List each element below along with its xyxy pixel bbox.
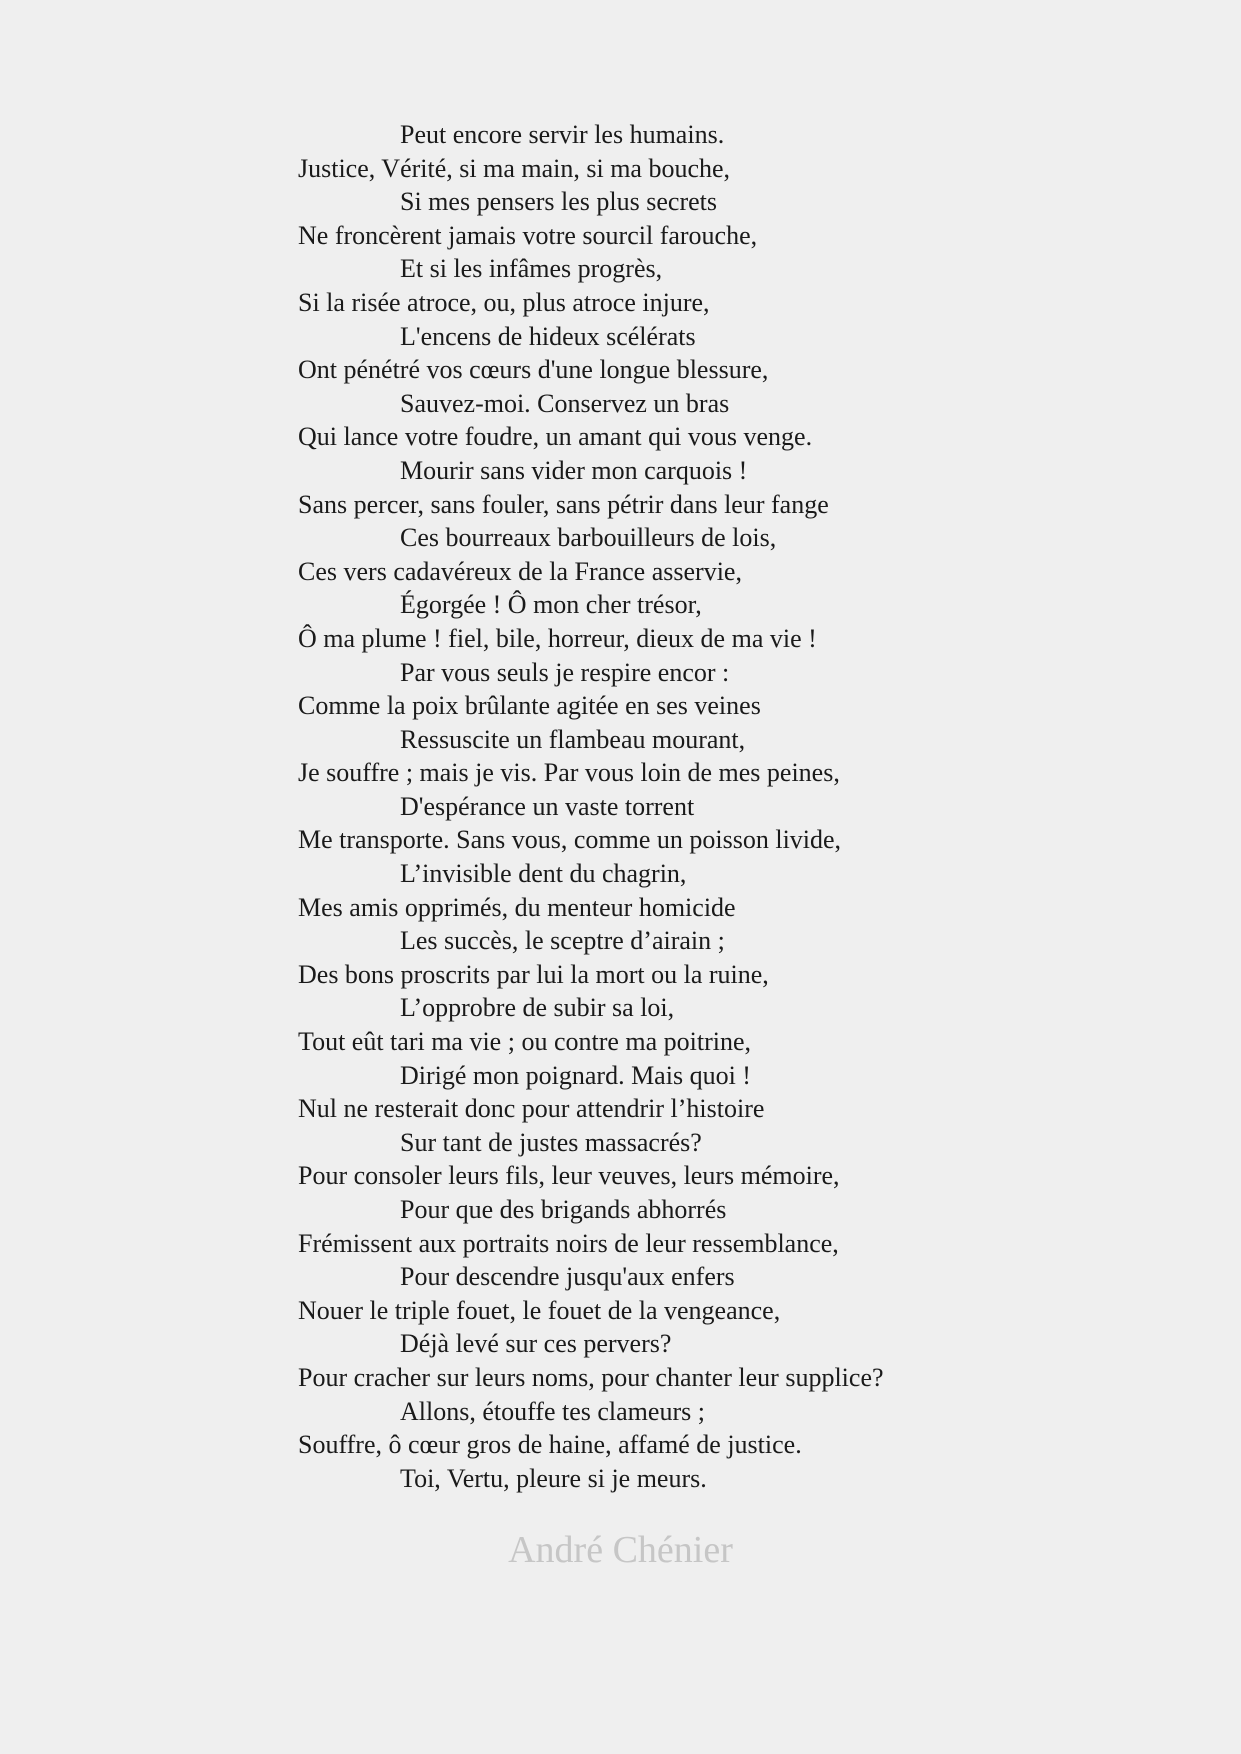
poem-line: Justice, Vérité, si ma main, si ma bouche, bbox=[298, 153, 731, 183]
poem-line: Me transporte. Sans vous, comme un poisson livide, bbox=[298, 825, 842, 855]
poem-line: Mourir sans vider mon carquois ! bbox=[400, 455, 748, 485]
poem-line: Nul ne resterait donc pour attendrir l’histoire bbox=[298, 1094, 765, 1124]
poem-line: Pour descendre jusqu'aux enfers bbox=[400, 1262, 735, 1292]
poem-line: Ont pénétré vos cœurs d'une longue blessure, bbox=[298, 355, 769, 385]
poem-line: Déjà levé sur ces pervers? bbox=[400, 1329, 672, 1359]
poem-line: Ne froncèrent jamais votre sourcil farouche, bbox=[298, 220, 758, 250]
poem-line: Peut encore servir les humains. bbox=[400, 120, 725, 149]
poem-line: Je souffre ; mais je vis. Par vous loin de mes peines, bbox=[298, 758, 840, 788]
poem-line: Ces vers cadavéreux de la France asservie, bbox=[298, 556, 742, 586]
poem-line: Sur tant de justes massacrés? bbox=[400, 1127, 702, 1157]
poem-line: L’opprobre de subir sa loi, bbox=[400, 993, 675, 1023]
poem-line: Pour que des brigands abhorrés bbox=[400, 1195, 727, 1224]
poem-line: Sans percer, sans fouler, sans pétrir dans leur fange bbox=[298, 489, 829, 519]
poem-line: Si mes pensers les plus secrets bbox=[400, 187, 718, 217]
poem-line: Comme la poix brûlante agitée en ses veines bbox=[298, 691, 761, 721]
poem-line: Par vous seuls je respire encor : bbox=[400, 657, 730, 687]
poem-line: Nouer le triple fouet, le fouet de la vengeance, bbox=[298, 1295, 781, 1325]
poem-line: Ressuscite un flambeau mourant, bbox=[400, 724, 746, 754]
poem-text bbox=[298, 118, 1198, 1495]
poem-line: Allons, étouffe tes clameurs ; bbox=[400, 1396, 705, 1426]
poem-line: L'encens de hideux scélérats bbox=[400, 321, 696, 351]
poem-line: Toi, Vertu, pleure si je meurs. bbox=[400, 1463, 707, 1493]
poem-line: Si la risée atroce, ou, plus atroce injure, bbox=[298, 287, 710, 317]
poem-line: Frémissent aux portraits noirs de leur ressemblance, bbox=[298, 1228, 839, 1258]
poem-line: Et si les infâmes progrès, bbox=[400, 254, 663, 284]
poem-line: L’invisible dent du chagrin, bbox=[400, 859, 687, 889]
author-signature: André Chénier bbox=[508, 1529, 733, 1571]
poem-line: Pour cracher sur leurs noms, pour chanter leur supplice? bbox=[298, 1362, 884, 1392]
poem-line: Mes amis opprimés, du menteur homicide bbox=[298, 892, 736, 922]
poem-line: Des bons proscrits par lui la mort ou la ruine, bbox=[298, 959, 769, 989]
poem-line: Tout eût tari ma vie ; ou contre ma poitrine, bbox=[298, 1027, 752, 1057]
poem-line: D'espérance un vaste torrent bbox=[400, 791, 695, 821]
poem-line: Pour consoler leurs fils, leur veuves, leurs mémoire, bbox=[298, 1161, 840, 1191]
poem-line: Les succès, le sceptre d’airain ; bbox=[400, 926, 725, 956]
poem-line: Qui lance votre foudre, un amant qui vous venge. bbox=[298, 422, 813, 452]
poem-line: Égorgée ! Ô mon cher trésor, bbox=[400, 590, 702, 620]
poem-line: Sauvez-moi. Conservez un bras bbox=[400, 388, 730, 418]
poem-line: Ces bourreaux barbouilleurs de lois, bbox=[400, 523, 777, 553]
poem-line: Dirigé mon poignard. Mais quoi ! bbox=[400, 1060, 751, 1090]
poem-line: Souffre, ô cœur gros de haine, affamé de justice. bbox=[298, 1430, 802, 1460]
poem-line: Ô ma plume ! fiel, bile, horreur, dieux de ma vie ! bbox=[298, 623, 817, 653]
